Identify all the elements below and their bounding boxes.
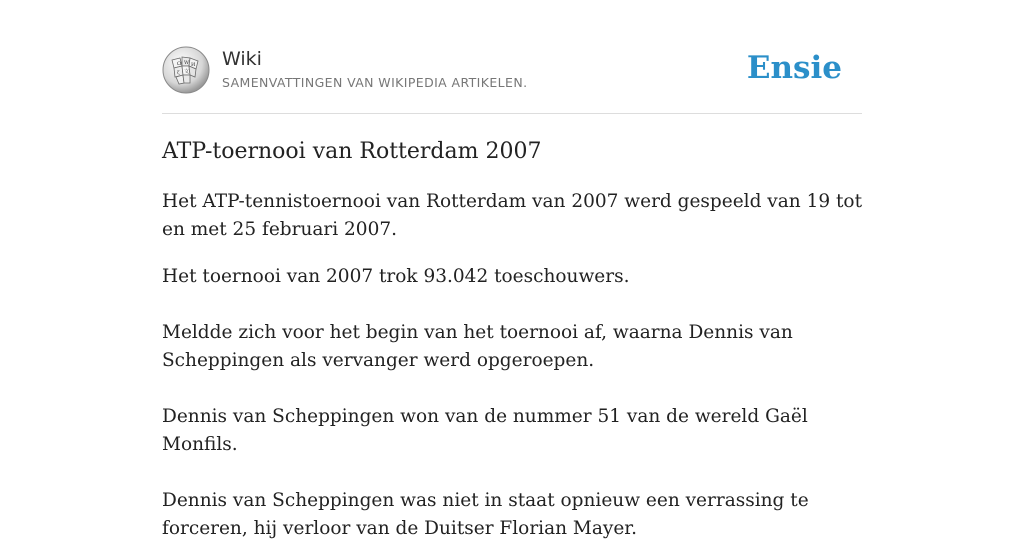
article-paragraph: Het toernooi van 2007 trok 93.042 toeschouwers. [162,266,630,287]
article-paragraph: Dennis van Scheppingen won van de nummer 51 van de wereld Gaël Monfils. [162,406,808,455]
svg-text:Ω: Ω [177,61,182,67]
article-title: ATP-toernooi van Rotterdam 2007 [162,139,542,164]
site-name[interactable]: Wiki [222,48,262,70]
svg-text:W: W [184,60,190,66]
wikipedia-globe-icon[interactable] [162,46,210,94]
brand-logo[interactable]: Ensie [746,50,842,86]
svg-text:文: 文 [184,69,190,75]
article [162,136,862,543]
site-tagline: SAMENVATTINGEN VAN WIKIPEDIA ARTIKELEN. [222,75,528,90]
article-paragraph: Het ATP-tennistoernooi van Rotterdam van 2007 werd gespeeld van 19 tot en met 25 februari 2007. [162,191,863,240]
svg-text:ζ: ζ [177,70,180,76]
article-paragraph: Dennis van Scheppingen was niet in staat opnieuw een verrassing te forceren, hij verloor van de Duitser Florian Mayer. [162,490,809,539]
site-header [162,46,862,96]
article-paragraph: Meldde zich voor het begin van het toernooi af, waarna Dennis van Scheppingen als vervanger werd opgeroepen. [162,322,793,371]
svg-text:И: И [191,62,196,68]
header-divider [162,113,862,114]
